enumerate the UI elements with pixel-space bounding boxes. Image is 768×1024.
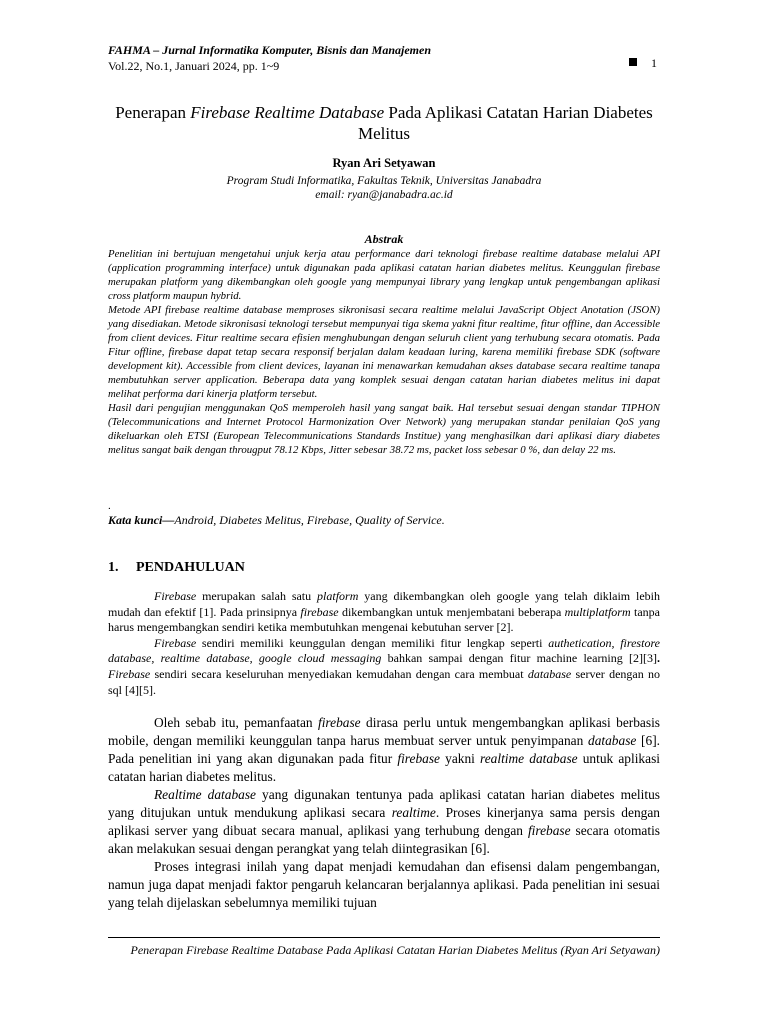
- abstract-paragraph: Hasil dari pengujian menggunakan QoS memperoleh hasil yang sangat baik. Hal tersebut sesuai dengan standar TIPHON (Telecommunications and Internet Protocol Harmonization Over Network) yang merupakan standar penilaian QoS yang dikeluarkan oleh ETSI (European Telecommunications Standards Institue) yang menghasilkan dari aplikasi diary diabetes melitus sangat baik dengan througput 78.12 Kbps, Jitter sebesar 38.72 ms, packet loss sebesar 0 %, dan delay 22 ms.: [108, 402, 660, 456]
- page-number: 1: [651, 56, 657, 70]
- square-bullet-icon: [629, 58, 637, 66]
- section-number: 1.: [108, 560, 119, 575]
- title-part-italic: Firebase Realtime Database: [190, 103, 385, 122]
- section-title: PENDAHULUAN: [136, 560, 245, 575]
- body-paragraph: Firebase sendiri memiliki keunggulan dengan memiliki fitur lengkap seperti authetication, firestore database, realtime database, google cloud messaging bahkan sampai dengan fitur machine learning [2][3]. Firebase sendiri secara keseluruhan menyediakan kemudahan dengan cara membuat database server dengan no sql [4][5].: [108, 635, 660, 697]
- body-paragraph: Proses integrasi inilah yang dapat menjadi kemudahan dan efisensi dalam pengembangan, namun juga dapat menjadi faktor pengaruh kelancaran berjalannya aplikasi. Pada penelitian ini sesuai yang telah dijelaskan sebelumnya memiliki tujuan: [108, 859, 660, 910]
- author-info: [108, 174, 660, 202]
- title-part-3: Pada Aplikasi Catatan Harian Diabetes Melitus: [358, 103, 653, 143]
- author-name: Ryan Ari Setyawan: [332, 156, 436, 170]
- author-affiliation: Program Studi Informatika, Fakultas Teknik, Universitas Janabadra: [226, 175, 542, 187]
- section-heading: [108, 560, 245, 576]
- abstract-paragraph: Metode API firebase realtime database memproses sikronisasi secara realtime melalui JavaScript Object Anotation (JSON) yang disediakan. Metode sikronisasi teknologi tersebut mempunyai tiga skema yakni fitur realtime, fitur offline, dan Accessible from client devices. Fitur realtime secara efisien menghubungan dengan seluruh client yang terhubung secara otomatis. Pada Fitur offline, firebase dapat tetap secara responsif berjalan dalam keadaan luring, karena memiliki firebase SDK (software development kit). Accessible from client devices, layanan ini menawarkan kemudahan akses database secara realtime tanapa membutuhkan server application. Beberapa data yang komplek sesuai dengan catatan harian diabetes melitus ini dapat melihat performa dari kinerja platform tersebut.: [108, 304, 660, 400]
- abstract-body: [108, 247, 660, 457]
- title-part-1: Penerapan: [115, 103, 191, 122]
- keywords: [108, 513, 445, 528]
- paper-title: [108, 102, 660, 144]
- journal-name: FAHMA – Jurnal Informatika Komputer, Bisnis dan Manajemen: [108, 43, 431, 57]
- abstract-paragraph: Penelitian ini bertujuan mengetahui unjuk kerja atau performance dari teknologi firebase realtime database melalui API (application programming interface) untuk digunakan pada aplikasi catatan harian diabetes melitus. Keunggulan firebase merupakan platform yang dikembangkan oleh google yang mempunyai library yang lengkap untuk pengembangan aplikasi cross platform maupun hybrid.: [108, 248, 660, 302]
- abstract-heading: Abstrak: [364, 232, 404, 246]
- intro-body-part-2: [108, 714, 660, 912]
- page-number-block: [629, 56, 657, 71]
- abstract-trailing-dot: .: [108, 500, 111, 512]
- body-paragraph: Firebase merupakan salah satu platform yang dikembangkan oleh google yang telah diklaim lebih mudah dan efektif [1]. Pada prinsipnya firebase dikembangkan untuk menjembatani beberapa multiplatform tanpa harus mengembangkan sendiri ketika membutuhkan mengenai kebutuhan server [2].: [108, 589, 660, 635]
- author-email: email: ryan@janabadra.ac.id: [315, 189, 453, 201]
- intro-body-part-1: [108, 589, 660, 698]
- keywords-label: Kata kunci—: [108, 513, 175, 527]
- footer-rule: [108, 937, 660, 938]
- running-footer: Penerapan Firebase Realtime Database Pada Aplikasi Catatan Harian Diabetes Melitus (Ryan Ari Setyawan): [130, 943, 660, 957]
- journal-header: [108, 42, 431, 74]
- body-paragraph: Oleh sebab itu, pemanfaatan firebase dirasa perlu untuk mengembangkan aplikasi berbasis mobile, dengan memiliki keunggulan tanpa harus membuat server untuk penyimpanan database [6]. Pada penelitian ini yang akan digunakan pada fitur firebase yakni realtime database untuk aplikasi catatan harian diabetes melitus.: [108, 715, 660, 784]
- keywords-text: Android, Diabetes Melitus, Firebase, Quality of Service.: [174, 513, 445, 527]
- body-paragraph: Realtime database yang digunakan tentunya pada aplikasi catatan harian diabetes melitus yang ditujukan untuk mendukung aplikasi secara realtime. Proses kinerjanya sama persis dengan aplikasi server yang dibuat secara manual, aplikasi yang terhubung dengan firebase secara otomatis akan melakukan sesuai dengan perangkat yang telah diintegrasikan [6].: [108, 787, 661, 856]
- journal-volume: Vol.22, No.1, Januari 2024, pp. 1~9: [108, 59, 280, 73]
